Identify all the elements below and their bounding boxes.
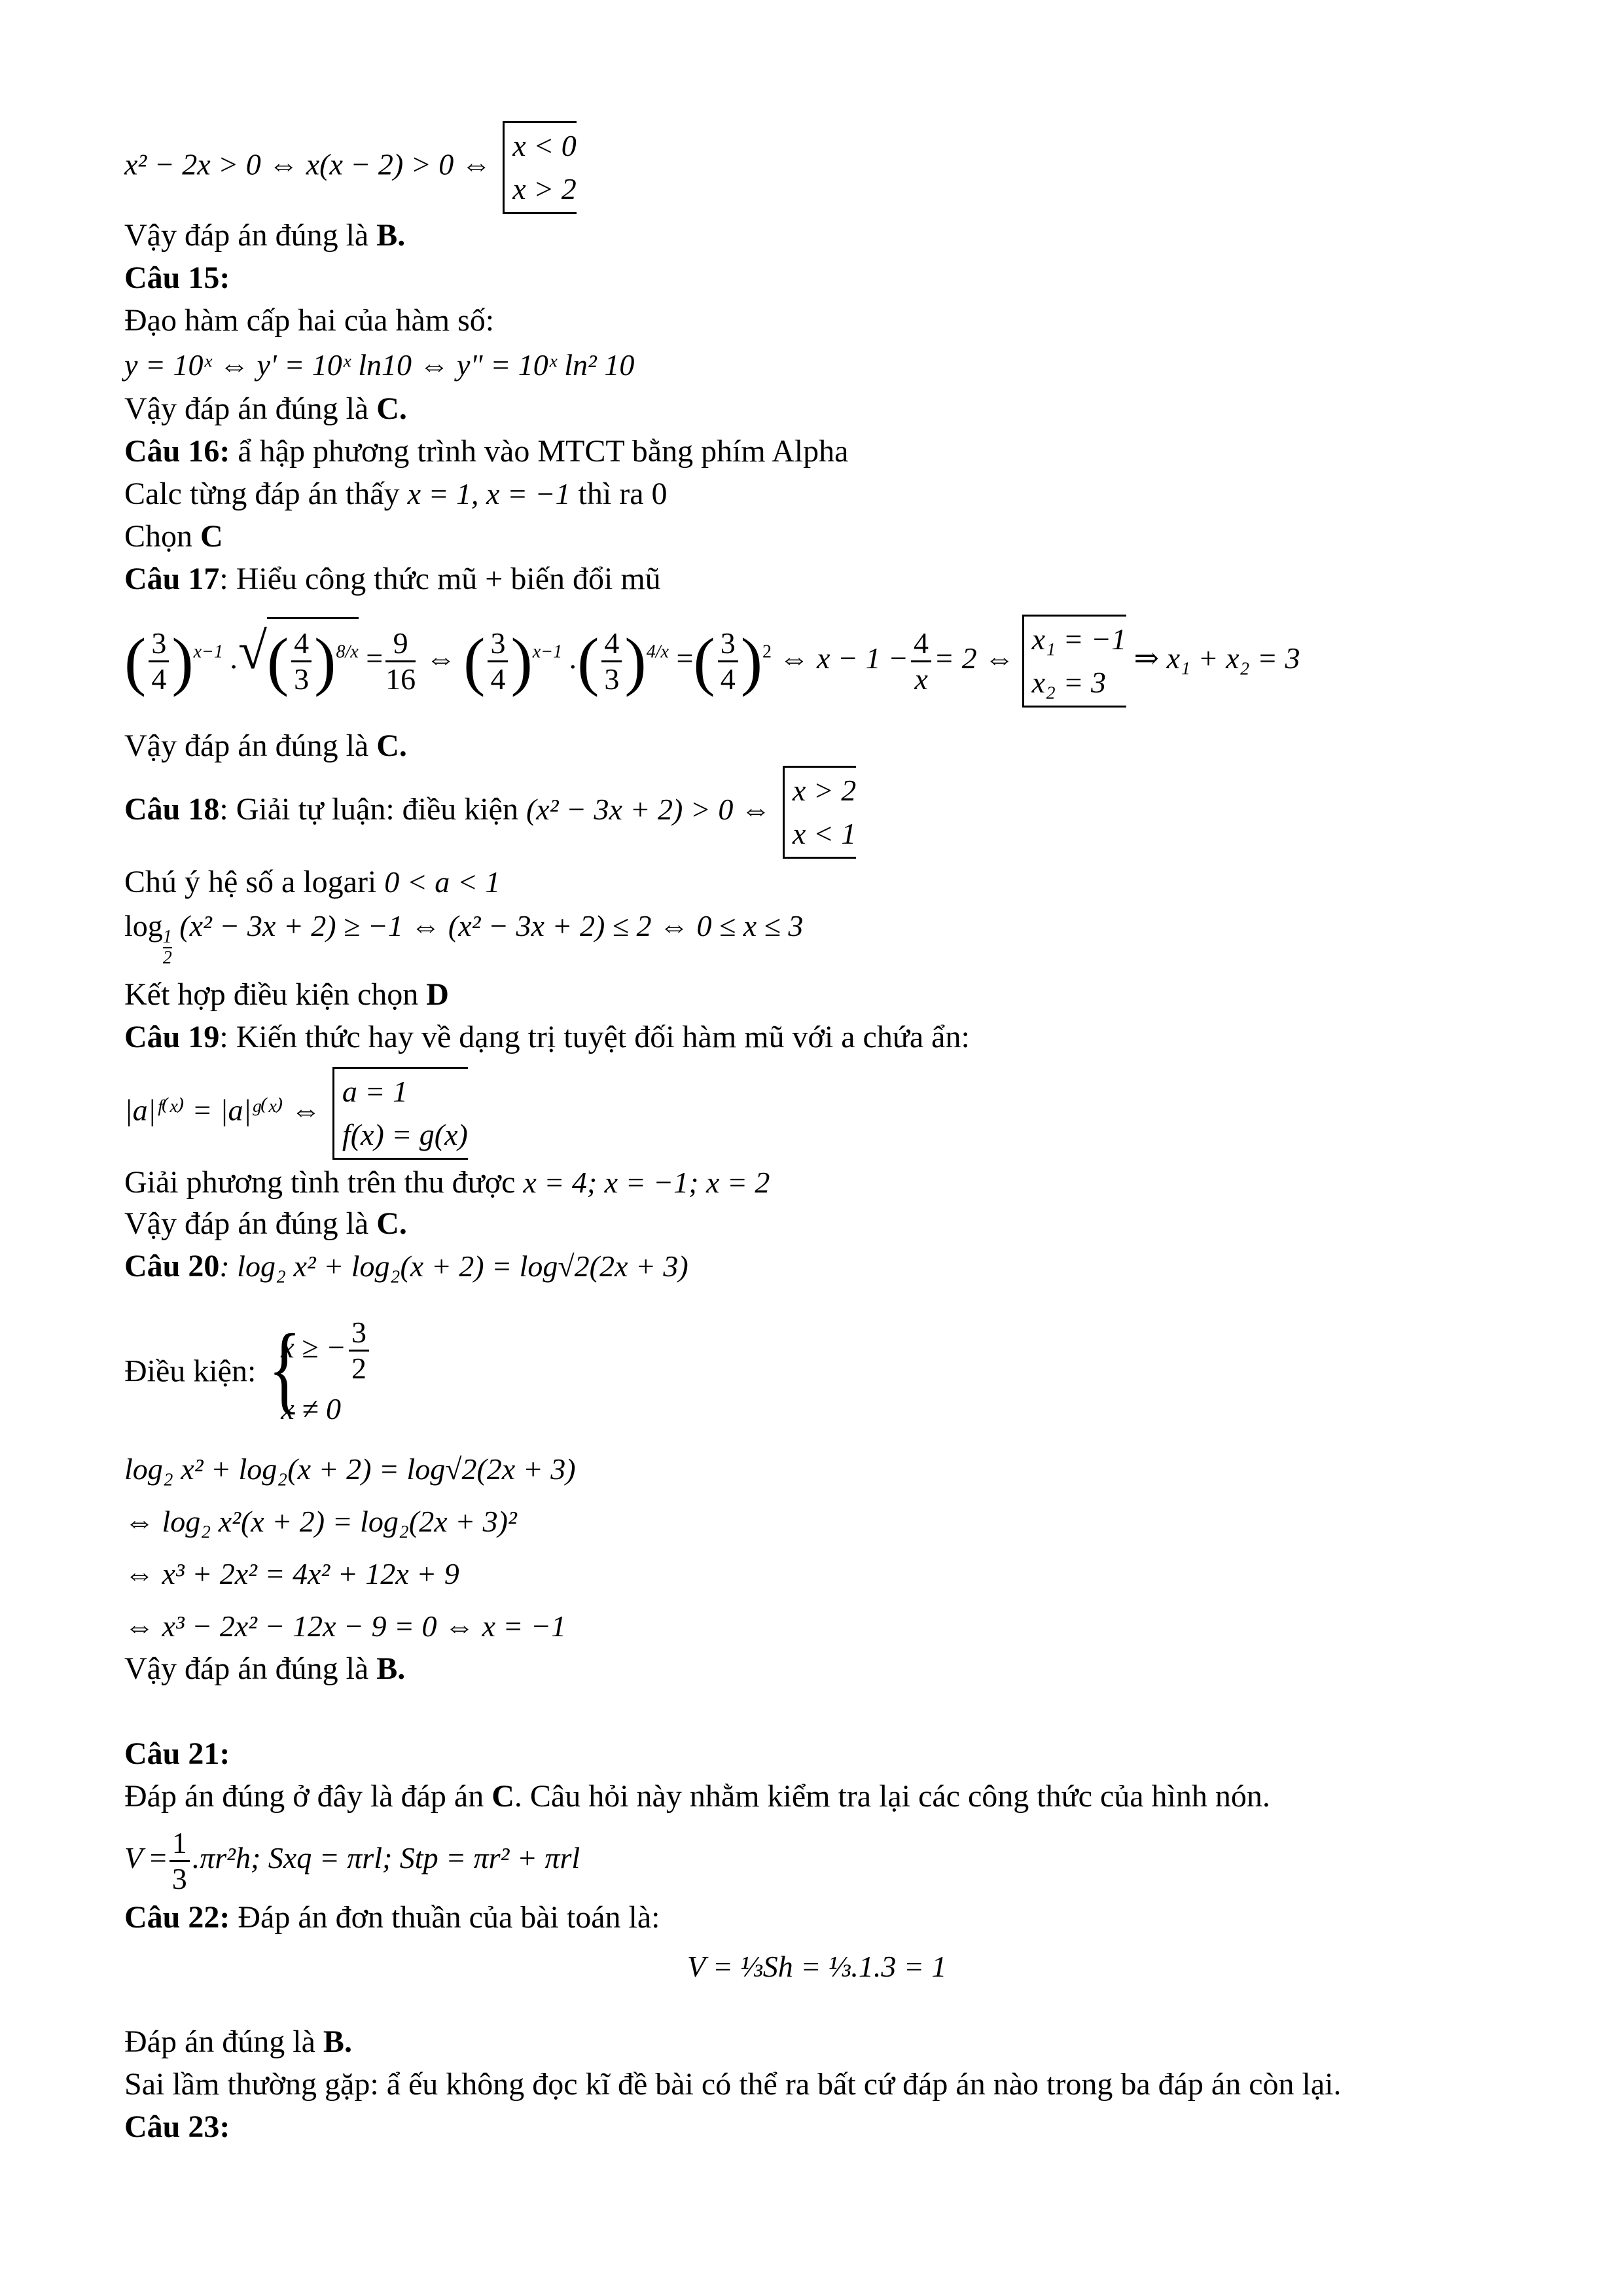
question-heading-21: Câu 21:	[124, 1736, 230, 1771]
answer-line: Vậy đáp án đúng là C.	[124, 391, 407, 426]
answer-line: Vậy đáp án đúng là B.	[124, 1651, 406, 1686]
answer-line: Vậy đáp án đúng là C.	[124, 1206, 407, 1241]
question-line-20: Câu 20: log₂ x² + log₂(x + 2) = log√2(2x + 3)	[124, 1249, 688, 1283]
math-line-1: x² − 2x > 0 ⇔ x(x − 2) > 0 ⇔ x < 0 x > 2	[124, 121, 577, 214]
text-line: Chú ý hệ số a logari 0 < a < 1	[124, 865, 501, 899]
question-line-17: Câu 17: Hiểu công thức mũ + biến đổi mũ	[124, 562, 661, 596]
math-line: log₂ x² + log₂(x + 2) = log√2(2x + 3)	[124, 1452, 576, 1486]
math-line-cone: V = $\frac{1}{3}$ .πr²h; Sxq = πrl; Stp = πr² + πrl	[124, 1826, 580, 1895]
text-line: Giải phương tình trên thu được x = 4; x = −1; x = 2	[124, 1165, 770, 1200]
math-line: ⇔ x³ + 2x² = 4x² + 12x + 9	[124, 1557, 459, 1590]
math-line: ⇔ log₂ x²(x + 2) = log₂(2x + 3)²	[124, 1505, 517, 1538]
question-heading-23: Câu 23:	[124, 2109, 230, 2144]
answer-line: Vậy đáp án đúng là C.	[124, 728, 407, 763]
text-line: Calc từng đáp án thấy x = 1, x = −1 thì ra 0	[124, 476, 668, 511]
math-line-log: log $\frac{1}{2}$ (x² − 3x + 2) ≥ −1 ⇔ (x² − 3x + 2) ≤ 2 ⇔ 0 ≤ x ≤ 3	[124, 909, 804, 968]
text-line: Đáp án đúng ở đây là đáp án C. Câu hỏi này nhằm kiểm tra lại các công thức của hình nón.	[124, 1779, 1270, 1814]
answer-line: Đáp án đúng là B.	[124, 2024, 352, 2059]
math-line-19: |a|ᶠ⁽ˣ⁾ = |a|ᵍ⁽ˣ⁾ ⇔ a = 1 f(x) = g(x)	[124, 1067, 468, 1160]
condition-line: Điều kiện: { x ≥ − $\frac{3}{2}$ x ≠ 0	[124, 1316, 372, 1433]
math-line: ⇔ x³ − 2x² − 12x − 9 = 0 ⇔ x = −1	[124, 1609, 566, 1643]
answer-line: Chọn C	[124, 519, 223, 554]
answer-line: Vậy đáp án đúng là B.	[124, 218, 406, 253]
text-line: Sai lầm thường gặp: ẩ ếu không đọc kĩ đề bài có thể ra bất cứ đáp án nào trong ba đáp án còn lại.	[124, 2067, 1342, 2102]
question-line-19: Câu 19: Kiến thức hay về dạng trị tuyệt đối hàm mũ với a chứa ẩn:	[124, 1020, 970, 1054]
text-line: Đạo hàm cấp hai của hàm số:	[124, 303, 495, 338]
question-line-22: Câu 22: Đáp án đơn thuần của bài toán là:	[124, 1900, 660, 1935]
answer-line: Kết hợp điều kiện chọn D	[124, 977, 449, 1012]
math-line-volume: V = ⅓Sh = ⅓.1.3 = 1	[687, 1950, 947, 1983]
equation-line-17: ( $\frac{3}{4}$ )$^{x-1}$ .√( $\frac{4}{3}$ )$^{8/x}$ = $\frac{9}{16}$ ⇔ ( $\frac{3}{4}$ )$^{x-1}$ .( $\frac{4}{3}$ )$^{4/x}$ =( $\frac{3}{4}$ )$^2$ ⇔ x − 1 − $\frac{4}{x}$ = 2 ⇔ x₁ = −1 x₂ = 3 ⇒ x₁ + x₂ = 3	[124, 612, 1300, 708]
question-heading-15: Câu 15:	[124, 260, 230, 295]
math-line: y = 10ˣ ⇔ y' = 10ˣ ln10 ⇔ y" = 10ˣ ln² 10	[124, 348, 635, 382]
question-line-18: Câu 18: Giải tự luận: điều kiện (x² − 3x + 2) > 0 ⇔ x > 2 x < 1	[124, 766, 856, 859]
question-line-16: Câu 16: ẩ hập phương trình vào MTCT bằng phím Alpha	[124, 434, 849, 469]
